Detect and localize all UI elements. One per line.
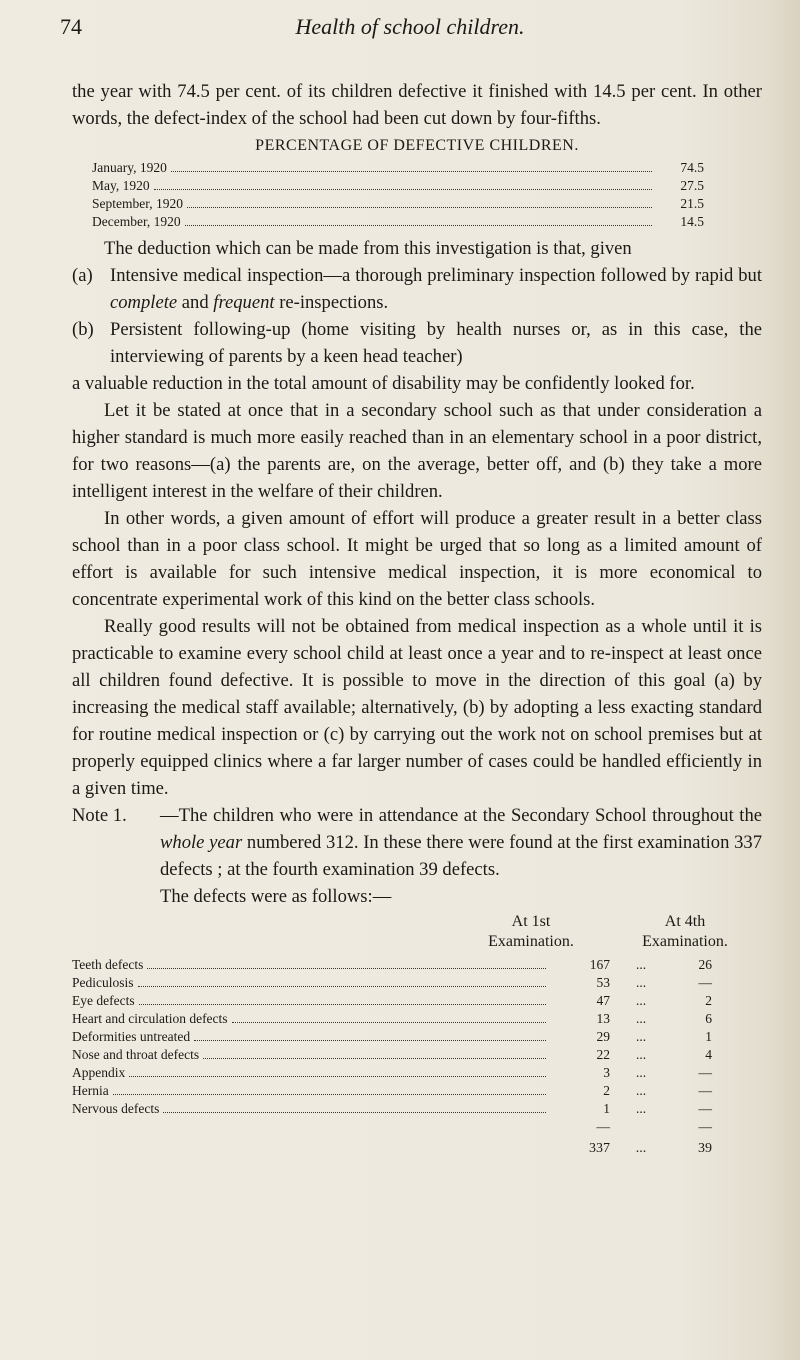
column-header-fourth: At 4th bbox=[664, 913, 706, 930]
ellipsis-separator: ... bbox=[635, 1101, 647, 1116]
defect-first-value: 1 bbox=[603, 1101, 610, 1116]
dot-leader bbox=[185, 225, 652, 226]
percentage-table-title: PERCENTAGE OF DEFECTIVE CHILDREN. bbox=[255, 137, 579, 154]
dot-leader bbox=[138, 986, 546, 987]
percentage-row-value: 27.5 bbox=[680, 178, 704, 193]
percentage-row-label: January, 1920 bbox=[92, 160, 167, 175]
defect-first-value: 13 bbox=[596, 1011, 610, 1026]
ellipsis-separator: ... bbox=[635, 975, 647, 990]
percentage-row-label: September, 1920 bbox=[92, 196, 183, 211]
total-row bbox=[72, 1140, 712, 1158]
defect-label: Pediculosis bbox=[72, 975, 134, 990]
total-rule: — bbox=[596, 1119, 610, 1134]
defect-first-value: 29 bbox=[596, 1029, 610, 1044]
list-item-text-part: re-inspections. bbox=[274, 292, 389, 313]
ellipsis-separator: ... bbox=[635, 1029, 647, 1044]
emphasis-text: frequent bbox=[213, 292, 275, 313]
table-row bbox=[72, 1046, 712, 1064]
list-item-text-part: and bbox=[177, 292, 214, 313]
emphasis-text: whole year bbox=[160, 832, 243, 853]
percentage-row bbox=[92, 177, 704, 195]
table-row bbox=[72, 1082, 712, 1100]
emphasis-text: complete bbox=[110, 292, 178, 313]
really-paragraph: Really good results will not be obtained from medical inspection as a whole until it is practicable to examine every school child at least once a year and to re-inspect at least once all children found defective. It is possible to move in the direction of this goal (a) by increasing the medical staff available; alternatively, (b) by adopting a less exacting standard for routine medical inspection or (c) by carrying out the work not on school premises but at properly equipped clinics where a far larger number of cases could be handled efficiently in a given time. bbox=[72, 616, 762, 799]
column-header-fourth-sub: Examination. bbox=[642, 933, 728, 950]
other-words-paragraph: In other words, a given amount of effort will produce a greater result in a better class school than in a poor class school. It might be urged that so long as a limited amount of effort is available for such intensive medical inspection, it is more economical to concentrate experimental work of this kind on the better class schools. bbox=[72, 508, 762, 610]
spacer bbox=[610, 1118, 672, 1136]
note-label: Note 1. bbox=[72, 805, 127, 826]
page-header bbox=[60, 14, 760, 48]
list-item-a bbox=[72, 262, 762, 316]
dot-leader bbox=[171, 171, 652, 172]
ellipsis-separator: ... bbox=[635, 1011, 647, 1026]
column-header-first-sub: Examination. bbox=[488, 933, 574, 950]
list-item-text: Persistent following-up (home visiting by health nurses or, as in this case, the interviewing of parents by a keen head teacher) bbox=[110, 319, 762, 367]
note-text-part: numbered 312. In these there were found at the first examination 337 defects ; at the fourth examination 39 defects. bbox=[160, 832, 762, 880]
table-row bbox=[72, 1100, 712, 1118]
list-item-marker: (b) bbox=[72, 319, 94, 340]
defect-first-value: 22 bbox=[596, 1047, 610, 1062]
defect-label: Eye defects bbox=[72, 993, 135, 1008]
dot-leader bbox=[139, 1004, 546, 1005]
ellipsis-separator: ... bbox=[635, 1065, 647, 1080]
note-text-follows: The defects were as follows:— bbox=[160, 886, 392, 907]
defect-label: Nose and throat defects bbox=[72, 1047, 200, 1062]
page-number: 74 bbox=[60, 14, 82, 39]
percentage-row bbox=[92, 195, 704, 213]
note-text-part: —The children who were in attendance at the Secondary School throughout the bbox=[160, 805, 762, 826]
defect-fourth-value: — bbox=[698, 1101, 712, 1116]
percentage-row bbox=[92, 159, 704, 177]
table-row bbox=[72, 956, 712, 974]
list-item-text-part: Intensive medical inspection—a thorough preliminary inspection followed by rapid but bbox=[110, 265, 762, 286]
dot-leader bbox=[232, 1022, 546, 1023]
intro-paragraph: the year with 74.5 per cent. of its children defective it finished with 14.5 per cent. In other words, the defect-index of the school had been cut down by four-fifths. bbox=[72, 81, 762, 129]
dot-leader bbox=[129, 1076, 546, 1077]
deduction-paragraph: The deduction which can be made from this investigation is that, given bbox=[104, 238, 632, 259]
defect-label: Deformities untreated bbox=[72, 1029, 191, 1044]
table-row bbox=[72, 1064, 712, 1082]
defect-fourth-value: — bbox=[698, 975, 712, 990]
list-item-marker: (a) bbox=[72, 265, 93, 286]
running-title: Health of school children. bbox=[295, 14, 525, 39]
list-item-b bbox=[72, 316, 762, 370]
ellipsis-separator: ... bbox=[635, 957, 647, 972]
total-fourth-value: 39 bbox=[698, 1141, 712, 1156]
percentage-row bbox=[92, 213, 704, 231]
defect-first-value: 53 bbox=[596, 975, 610, 990]
defect-label: Appendix bbox=[72, 1065, 126, 1080]
total-rule: — bbox=[698, 1119, 712, 1134]
valuable-paragraph: a valuable reduction in the total amount of disability may be confidently looked for. bbox=[72, 373, 695, 394]
dot-leader bbox=[113, 1094, 546, 1095]
defect-fourth-value: — bbox=[698, 1065, 712, 1080]
defect-fourth-value: 26 bbox=[698, 957, 712, 972]
defect-fourth-value: 2 bbox=[705, 993, 712, 1008]
defect-label: Hernia bbox=[72, 1083, 109, 1098]
total-first-value: 337 bbox=[589, 1141, 610, 1156]
dot-leader bbox=[147, 968, 546, 969]
dot-leader bbox=[187, 207, 652, 208]
column-header-first: At 1st bbox=[511, 913, 551, 930]
defect-label: Nervous defects bbox=[72, 1101, 160, 1116]
defects-table-header bbox=[454, 912, 762, 952]
ellipsis-separator: ... bbox=[635, 1083, 647, 1098]
defect-fourth-value: 6 bbox=[705, 1011, 712, 1026]
dot-leader bbox=[203, 1058, 546, 1059]
table-row bbox=[72, 974, 712, 992]
defect-first-value: 2 bbox=[603, 1083, 610, 1098]
table-row bbox=[72, 992, 712, 1010]
defect-first-value: 3 bbox=[603, 1065, 610, 1080]
dot-leader bbox=[154, 189, 652, 190]
note-1 bbox=[72, 802, 762, 910]
table-row bbox=[72, 1010, 712, 1028]
let-paragraph: Let it be stated at once that in a secondary school such as that under consideration a higher standard is much more easily reached than in an elementary school in a poor district, for two reasons—(a) the parents are, on the average, better off, and (b) they take a more intelligent interest in the welfare of their children. bbox=[72, 400, 762, 502]
percentage-row-label: December, 1920 bbox=[92, 214, 181, 229]
list-item-text bbox=[110, 262, 762, 316]
ellipsis-separator: ... bbox=[635, 1047, 647, 1062]
dot-leader bbox=[194, 1040, 546, 1041]
defect-first-value: 47 bbox=[596, 993, 610, 1008]
note-text bbox=[160, 802, 762, 910]
defect-fourth-value: 1 bbox=[705, 1029, 712, 1044]
spacer bbox=[72, 1140, 550, 1158]
percentage-table bbox=[92, 159, 704, 231]
page-body bbox=[72, 78, 762, 1158]
percentage-row-value: 21.5 bbox=[680, 196, 704, 211]
spacer bbox=[72, 1118, 550, 1136]
defect-label: Heart and circulation defects bbox=[72, 1011, 228, 1026]
percentage-row-value: 14.5 bbox=[680, 214, 704, 229]
dot-leader bbox=[163, 1112, 546, 1113]
ellipsis-separator: ... bbox=[635, 1141, 647, 1156]
defects-table bbox=[72, 956, 712, 1158]
total-rule-row bbox=[72, 1118, 712, 1136]
defect-fourth-value: 4 bbox=[705, 1047, 712, 1062]
defect-first-value: 167 bbox=[589, 957, 610, 972]
defect-label: Teeth defects bbox=[72, 957, 144, 972]
table-row bbox=[72, 1028, 712, 1046]
percentage-row-label: May, 1920 bbox=[92, 178, 150, 193]
defect-fourth-value: — bbox=[698, 1083, 712, 1098]
percentage-row-value: 74.5 bbox=[680, 160, 704, 175]
ellipsis-separator: ... bbox=[635, 993, 647, 1008]
